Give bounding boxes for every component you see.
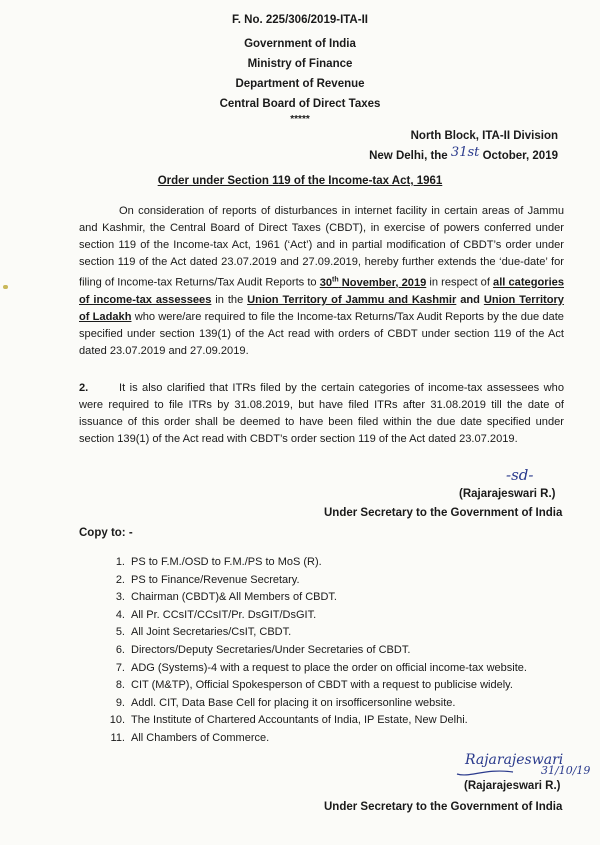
- copy-to-item-text: Chairman (CBDT)& All Members of CBDT.: [131, 591, 337, 604]
- division-line: North Block, ITA-II Division: [410, 130, 558, 142]
- ministry-line: Ministry of Finance: [247, 58, 353, 70]
- copy-to-item-number: 10.: [109, 714, 125, 727]
- copy-to-item-text: CIT (M&TP), Official Spokesperson of CBDT with a request to publicise widely.: [131, 679, 513, 692]
- copy-to-item-number: 5.: [115, 626, 125, 639]
- copy-to-item: [103, 730, 527, 748]
- due-month-year: November, 2019: [341, 276, 427, 289]
- copy-to-item-number: 3.: [115, 591, 125, 604]
- handwritten-signature: Rajarajeswari: [465, 752, 564, 768]
- p1-text-3: in the: [215, 293, 244, 306]
- handwritten-day: 31st: [450, 145, 480, 160]
- date-line: [369, 145, 558, 163]
- date-suffix: October, 2019: [482, 150, 558, 162]
- copy-to-item: [103, 554, 527, 572]
- p1-text-4: and: [460, 293, 480, 306]
- copy-to-item-text: All Chambers of Commerce.: [131, 731, 270, 744]
- p1-text-1: On consideration of reports of disturbances in internet facility in certain areas of Jammu and Kashmir, the Central Board of Direct Taxes (CBDT), in exercise of powers conferred under section 119 of the Income-tax Act, 1961 (‘Act’) and in partial modification of CBDT’s order under section 119 of the Act dated 23.07.2019 and 27.09.2019, hereby further extends the ‘due-date’ for filing of Income-tax Returns/Tax Audit Reports to: [79, 205, 564, 289]
- file-number: F. No. 225/306/2019-ITA-II: [232, 14, 368, 26]
- copy-to-item: [103, 695, 527, 713]
- copy-to-item-number: 2.: [115, 573, 125, 586]
- copy-to-item-text: The Institute of Chartered Accountants of India, IP Estate, New Delhi.: [131, 714, 468, 727]
- government-line: Government of India: [244, 38, 356, 50]
- order-title: Order under Section 119 of the Income-tax Act, 1961: [157, 175, 443, 187]
- paragraph-2: [79, 380, 564, 448]
- copy-to-heading: Copy to: -: [79, 527, 133, 539]
- paragraph-2-number: 2.: [79, 382, 89, 394]
- date-prefix: New Delhi, the: [369, 150, 448, 162]
- board-line: Central Board of Direct Taxes: [219, 98, 381, 110]
- department-line: Department of Revenue: [235, 78, 365, 90]
- signatory-designation-1: Under Secretary to the Government of India: [324, 507, 563, 519]
- signatory-designation-2: Under Secretary to the Government of India: [324, 801, 563, 813]
- copy-to-item: [103, 712, 527, 730]
- copy-to-item-text: PS to F.M./OSD to F.M./PS to MoS (R).: [131, 556, 322, 568]
- signatory-name-2: (Rajarajeswari R.): [464, 780, 561, 792]
- due-day-suffix: th: [332, 276, 339, 283]
- copy-to-item-text: All Joint Secretaries/CsIT, CBDT.: [131, 626, 292, 639]
- copy-to-item-number: 9.: [115, 696, 125, 709]
- copy-to-item-text: Directors/Deputy Secretaries/Under Secretaries of CBDT.: [131, 643, 411, 656]
- assessee-categories: all categories of income-tax assessees: [79, 276, 564, 306]
- copy-to-item: [103, 677, 527, 695]
- copy-to-item-number: 8.: [115, 679, 125, 692]
- copy-to-item: [103, 624, 527, 642]
- p1-text-5: who were/are required to file the Income-tax Returns/Tax Audit Reports by the due date specified under section 139(1) of the Act read with orders of CBDT under section 119 of the Act dated 23.07.2019 and 27.09.2019.: [79, 310, 564, 357]
- signatory-name-1: (Rajarajeswari R.): [459, 488, 556, 500]
- copy-to-item: [103, 572, 527, 590]
- copy-to-list: [103, 554, 527, 748]
- copy-to-item-number: 4.: [115, 608, 125, 621]
- sd-handwritten: -sd-: [506, 466, 534, 484]
- copy-to-item-text: ADG (Systems)-4 with a request to place the order on official income-tax website.: [131, 661, 527, 674]
- copy-to-item: [103, 642, 527, 660]
- paper-speck: [3, 285, 8, 289]
- copy-to-item-number: 7.: [115, 661, 125, 674]
- signature-flourish: [455, 766, 515, 780]
- handwritten-date: 31/10/19: [541, 764, 591, 777]
- due-day: 30: [319, 276, 333, 289]
- paragraph-1: [79, 203, 564, 360]
- due-date: [320, 277, 427, 289]
- ut-ladakh: Union Territory of Ladakh: [79, 293, 564, 323]
- copy-to-item: [103, 607, 527, 625]
- copy-to-item: [103, 589, 527, 607]
- separator-stars: *****: [290, 114, 310, 125]
- copy-to-item-text: Addl. CIT, Data Base Cell for placing it on irsofficersonline website.: [131, 696, 456, 709]
- paragraph-2-text: It is also clarified that ITRs filed by the certain categories of income-tax assessees who were required to file ITRs by 31.08.2019, but have filed ITRs after 31.08.2019 till the date of issuance of this order shall be deemed to have been filed within the due date specified under section 139(1) of the Act read with CBDT’s order section 119 of the Act dated 23.07.2019.: [79, 382, 564, 445]
- copy-to-item-number: 11.: [110, 731, 125, 744]
- copy-to-item-number: 1.: [115, 556, 125, 568]
- ut-jammu-kashmir: Union Territory of Jammu and Kashmir: [247, 293, 457, 306]
- copy-to-item-number: 6.: [115, 643, 125, 656]
- copy-to-item: [103, 660, 527, 678]
- copy-to-item-text: PS to Finance/Revenue Secretary.: [131, 573, 300, 586]
- copy-to-item-text: All Pr. CCsIT/CCsIT/Pr. DsGIT/DsGIT.: [131, 608, 317, 621]
- p1-text-2: in respect of: [429, 276, 490, 289]
